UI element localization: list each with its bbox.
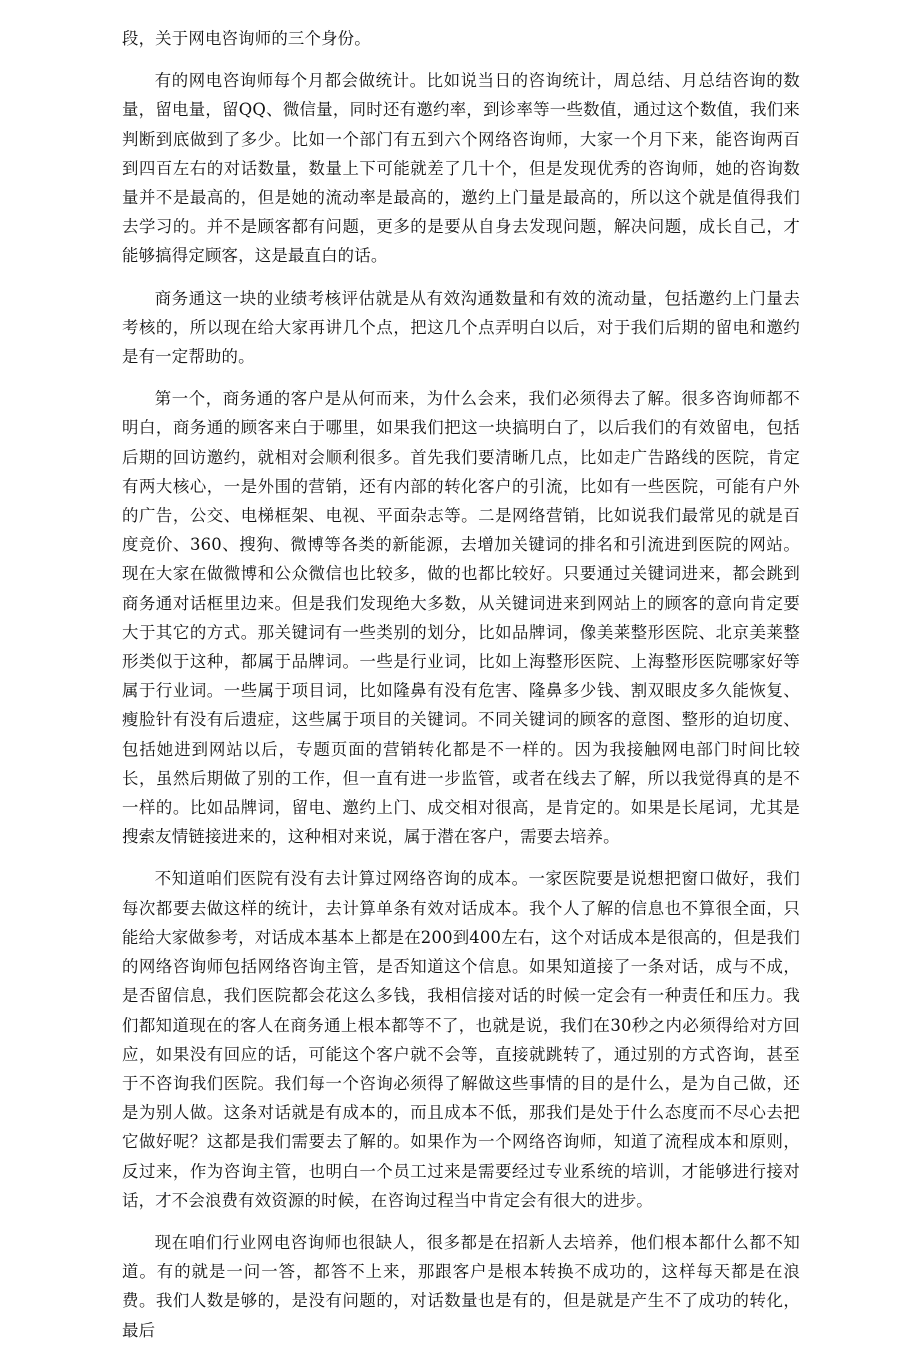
paragraph-3: 商务通这一块的业绩考核评估就是从有效沟通数量和有效的流动量，包括邀约上门量去考核的，所以现在给大家再讲几个点，把这几个点弄明白以后，对于我们后期的留电和邀约是有一定帮助的。 (122, 288, 800, 367)
paragraph-6: 现在咱们行业网电咨询师也很缺人，很多都是在招新人去培养，他们根本都什么都不知道。有的就是一问一答，都答不上来，那跟客户是根本转换不成功的，这样每天都是在浪费。我们人数是够的，是没有问题的，对话数量也是有的，但是就是产生不了成功的转化，最后 (122, 1232, 800, 1340)
document-page (122, 24, 800, 1358)
paragraph-1-continued: 段，关于网电咨询师的三个身份。 (122, 29, 371, 48)
paragraph-5: 不知道咱们医院有没有去计算过网络咨询的成本。一家医院要是说想把窗口做好，我们每次都要去做这样的统计，去计算单条有效对话成本。我个人了解的信息也不算很全面，只能给大家做参考，对话成本基本上都是在200到400左右，这个对话成本是很高的，但是我们的网络咨询师包括网络咨询主管，是否知道这个信息。如果知道接了一条对话，成与不成，是否留信息，我们医院都会花这么多钱，我相信接对话的时候一定会有一种责任和压力。我们都知道现在的客人在商务通上根本都等不了，也就是说，我们在30秒之内必须得给对方回应，如果没有回应的话，可能这个客户就不会等，直接就跳转了，通过别的方式咨询，甚至于不咨询我们医院。我们每一个咨询必须得了解做这些事情的目的是什么，是为自己做，还是为别人做。这条对话就是有成本的，而且成本不低，那我们是处于什么态度而不尽心去把它做好呢？这都是我们需要去了解的。如果作为一个网络咨询师，知道了流程成本和原则，反过来，作为咨询主管，也明白一个员工过来是需要经过专业系统的培训，才能够进行接对话，才不会浪费有效资源的时候，在咨询过程当中肯定会有很大的进步。 (122, 869, 800, 1210)
paragraph-2: 有的网电咨询师每个月都会做统计。比如说当日的咨询统计，周总结、月总结咨询的数量，留电量，留QQ、微信量，同时还有邀约率，到诊率等一些数值，通过这个数值，我们来判断到底做到了多少。比如一个部门有五到六个网络咨询师，大家一个月下来，能咨询两百到四百左右的对话数量，数量上下可能就差了几十个，但是发现优秀的咨询师，她的咨询数量并不是最高的，但是她的流动率是最高的，邀约上门量是最高的，所以这个就是值得我们去学习的。并不是顾客都有问题，更多的是要从自身去发现问题，解决问题，成长自己，才能够搞得定顾客，这是最直白的话。 (122, 71, 800, 266)
paragraph-4: 第一个，商务通的客户是从何而来，为什么会来，我们必须得去了解。很多咨询师都不明白，商务通的顾客来白于哪里，如果我们把这一块搞明白了，以后我们的有效留电，包括后期的回访邀约，就相对会顺利很多。首先我们要清晰几点，比如走广告路线的医院，肯定有两大核心，一是外围的营销，还有内部的转化客户的引流，比如有一些医院，可能有户外的广告，公交、电梯框架、电视、平面杂志等。二是网络营销，比如说我们最常见的就是百度竞价、360、搜狗、微博等各类的新能源，去增加关键词的排名和引流进到医院的网站。现在大家在做微博和公众微信也比较多，做的也都比较好。只要通过关键词进来，都会跳到商务通对话框里边来。但是我们发现绝大多数，从关键词进来到网站上的顾客的意向肯定要大于其它的方式。那关键词有一些类别的划分，比如品牌词，像美莱整形医院、北京美莱整形类似于这种，都属于品牌词。一些是行业词，比如上海整形医院、上海整形医院哪家好等属于行业词。一些属于项目词，比如隆鼻有没有危害、隆鼻多少钱、割双眼皮多久能恢复、瘦脸针有没有后遗症，这些属于项目的关键词。不同关键词的顾客的意图、整形的迫切度、包括她进到网站以后，专题页面的营销转化都是不一样的。因为我接触网电部门时间比较长，虽然后期做了别的工作，但一直有进一步监管，或者在线去了解，所以我觉得真的是不一样的。比如品牌词，留电、邀约上门、成交相对很高，是肯定的。如果是长尾词，尤其是搜索友情链接进来的，这种相对来说，属于潜在客户，需要去培养。 (122, 389, 800, 847)
